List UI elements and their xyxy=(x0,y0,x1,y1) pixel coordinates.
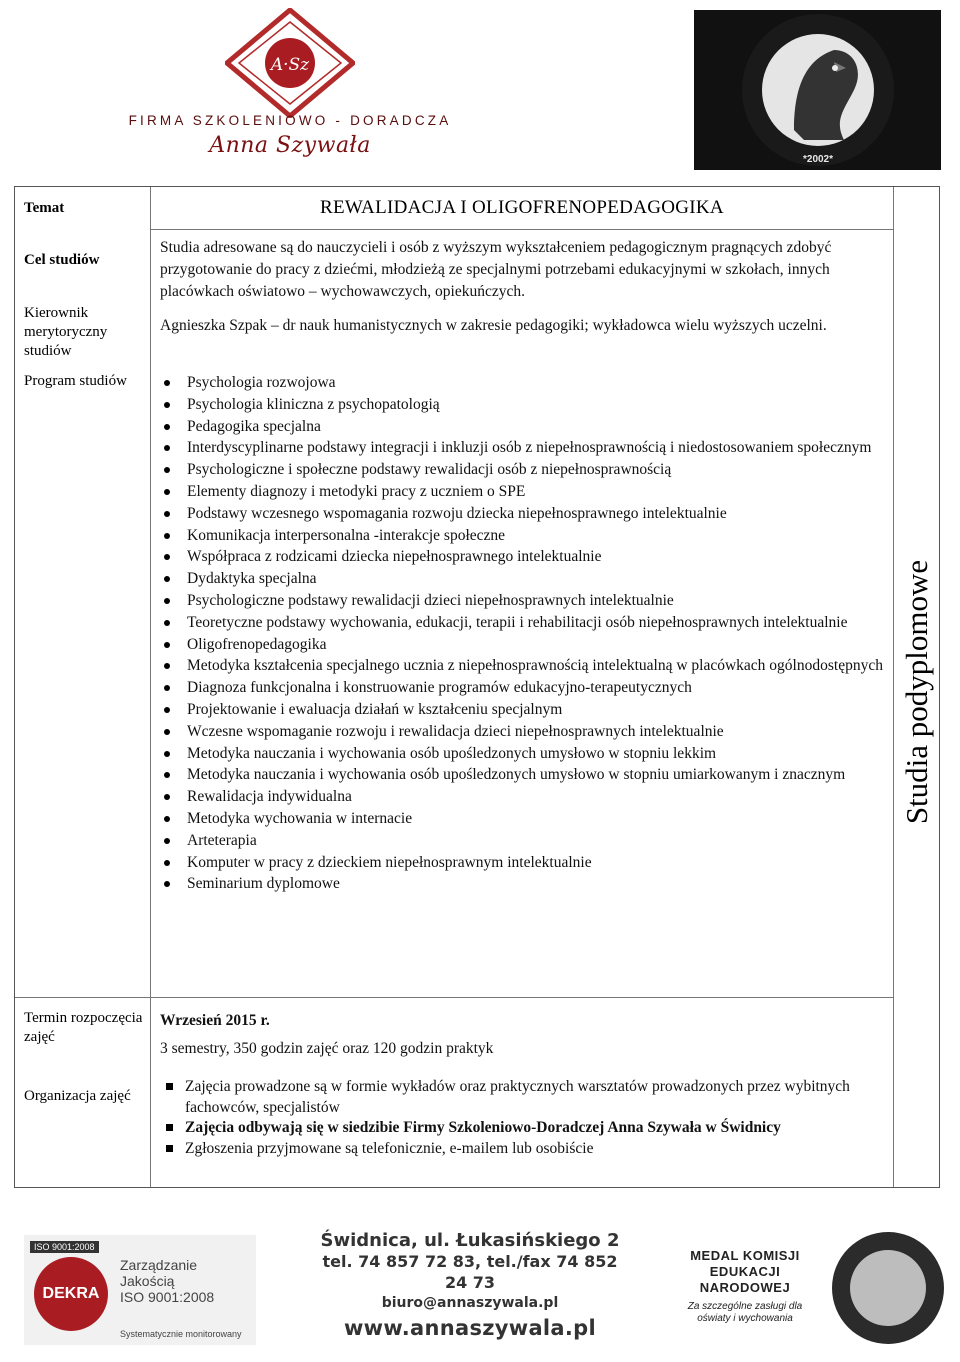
iso-line-1: Zarządzanie xyxy=(120,1257,198,1273)
brand-monogram: A·Sz xyxy=(270,55,310,75)
program-item: Wczesne wspomaganie rozwoju i rewalidacja dzieci niepełnosprawnych intelektualnie xyxy=(160,721,890,743)
university-seal-graphic xyxy=(694,10,941,170)
footer-banner xyxy=(10,1230,945,1355)
organization-list xyxy=(160,1077,890,1159)
label-start: Termin rozpoczęcia zajęć xyxy=(24,1010,143,1045)
brand-name: FIRMA SZKOLENIOWO - DORADCZA xyxy=(128,113,452,128)
company-logo xyxy=(100,0,480,180)
column-divider xyxy=(150,187,151,1187)
iso-line-3: ISO 9001:2008 xyxy=(120,1289,215,1305)
row-divider xyxy=(151,229,893,230)
program-item: Metodyka nauczania i wychowania osób upośledzonych umysłowo w stopniu lekkim xyxy=(160,743,890,765)
course-info-table xyxy=(14,186,940,1188)
side-label-text: Studia podyplomowe xyxy=(898,559,934,825)
label-goal: Cel studiów xyxy=(24,252,100,268)
program-item: Pedagogika specjalna xyxy=(160,416,890,438)
iso-tag: ISO 9001:2008 xyxy=(30,1241,99,1253)
program-item: Metodyka wychowania w internacie xyxy=(160,808,890,830)
program-item: Interdyscyplinarne podstawy integracji i inkluzji osób z niepełnosprawnością i niedostosowaniem społecznym xyxy=(160,437,890,459)
university-seal xyxy=(694,10,941,170)
program-item: Elementy diagnozy i metodyki pracy z uczniem o SPE xyxy=(160,481,890,503)
side-label xyxy=(894,187,939,1187)
program-item: Psychologia rozwojowa xyxy=(160,372,890,394)
medal-title: MEDAL KOMISJI EDUKACJI NARODOWEJ xyxy=(690,1248,800,1295)
website[interactable]: www.annaszywala.pl xyxy=(343,1316,597,1340)
iso-subtitle: Systematycznie monitorowany xyxy=(120,1329,242,1339)
program-item: Psychologiczne i społeczne podstawy rewalidacji osób z niepełnosprawnością xyxy=(160,459,890,481)
program-item: Dydaktyka specjalna xyxy=(160,568,890,590)
program-item: Oligofrenopedagogika xyxy=(160,634,890,656)
program-item: Psychologiczne podstawy rewalidacji dzieci niepełnosprawnych intelektualnie xyxy=(160,590,890,612)
medal-award xyxy=(670,1248,820,1325)
course-title: REWALIDACJA I OLIGOFRENOPEDAGOGIKA xyxy=(320,197,724,218)
program-item: Komputer w pracy z dzieckiem niepełnosprawnym intelektualnie xyxy=(160,852,890,874)
program-item: Komunikacja interpersonalna -interakcje społeczne xyxy=(160,525,890,547)
medal-seal-inner xyxy=(850,1250,926,1326)
duration-text: 3 semestry, 350 godzin zajęć oraz 120 godzin praktyk xyxy=(160,1040,494,1057)
svg-text:*2002*: *2002* xyxy=(802,154,834,165)
start-date: Wrzesień 2015 r. xyxy=(160,1012,270,1029)
program-item: Współpraca z rodzicami dziecka niepełnosprawnego intelektualnie xyxy=(160,546,890,568)
program-item: Projektowanie i ewaluacja działań w kształceniu specjalnym xyxy=(160,699,890,721)
label-supervisor: Kierownik merytoryczny studiów xyxy=(24,305,108,359)
program-item: Arteterapia xyxy=(160,830,890,852)
contact-info xyxy=(310,1230,630,1343)
program-item: Diagnoza funkcjonalna i konstruowanie programów edukacyjno-terapeutycznych xyxy=(160,677,890,699)
iso-line-2: Jakością xyxy=(120,1273,175,1289)
label-topic: Temat xyxy=(24,200,65,216)
iso-text xyxy=(120,1257,214,1305)
phone: tel. 74 857 72 83, tel./fax 74 852 24 73 xyxy=(322,1252,618,1292)
iso-certification xyxy=(24,1235,256,1345)
goal-text: Studia adresowane są do nauczycieli i osób z wyższym wykształceniem pedagogicznym pragnących zdobyć przygotowanie do pracy z dziećmi, młodzieżą ze specjalnymi potrzebami edukacyjnymi w szkołach, innych placówkach oświatowo – wychowawczych, opiekuńczych. xyxy=(160,239,832,300)
medal-subtitle: Za szczególne zasługi dla oświaty i wychowania xyxy=(687,1301,803,1324)
dekra-label: DEKRA xyxy=(42,1285,100,1302)
program-item: Seminarium dyplomowe xyxy=(160,873,890,895)
program-item: Psychologia kliniczna z psychopatologią xyxy=(160,394,890,416)
company-logo-diamond xyxy=(225,8,355,118)
program-item: Metodyka kształcenia specjalnego ucznia z niepełnosprawnością intelektualną w placówkach ogólnodostępnych xyxy=(160,655,890,677)
medal-seal-icon xyxy=(832,1232,944,1344)
brand-signature: Anna Szywała xyxy=(209,133,371,158)
address: Świdnica, ul. Łukasińskiego 2 xyxy=(320,1230,620,1251)
program-list xyxy=(160,372,890,895)
organization-item: Zgłoszenia przyjmowane są telefonicznie, e-mailem lub osobiście xyxy=(160,1139,890,1160)
organization-item: Zajęcia prowadzone są w formie wykładów oraz praktycznych warsztatów prowadzonych przez wybitnych fachowców, specjalistów xyxy=(160,1077,890,1118)
row-divider xyxy=(15,997,893,998)
label-organization: Organizacja zajęć xyxy=(24,1088,131,1104)
email[interactable]: biuro@annaszywala.pl xyxy=(381,1295,559,1311)
organization-item: Zajęcia odbywają się w siedzibie Firmy Szkoleniowo-Doradczej Anna Szywała w Świdnicy xyxy=(160,1118,890,1139)
label-program: Program studiów xyxy=(24,373,127,389)
program-item: Teoretyczne podstawy wychowania, edukacji, terapii i rehabilitacji osób niepełnosprawnych intelektualnie xyxy=(160,612,890,634)
supervisor-text: Agnieszka Szpak – dr nauk humanistycznych w zakresie pedagogiki; wykładowca wielu wyższych uczelni. xyxy=(160,317,827,334)
program-item: Rewalidacja indywidualna xyxy=(160,786,890,808)
program-item: Podstawy wczesnego wspomagania rozwoju dziecka niepełnosprawnego intelektualnie xyxy=(160,503,890,525)
program-item: Metodyka nauczania i wychowania osób upośledzonych umysłowo w stopniu umiarkowanym i znacznym xyxy=(160,764,890,786)
